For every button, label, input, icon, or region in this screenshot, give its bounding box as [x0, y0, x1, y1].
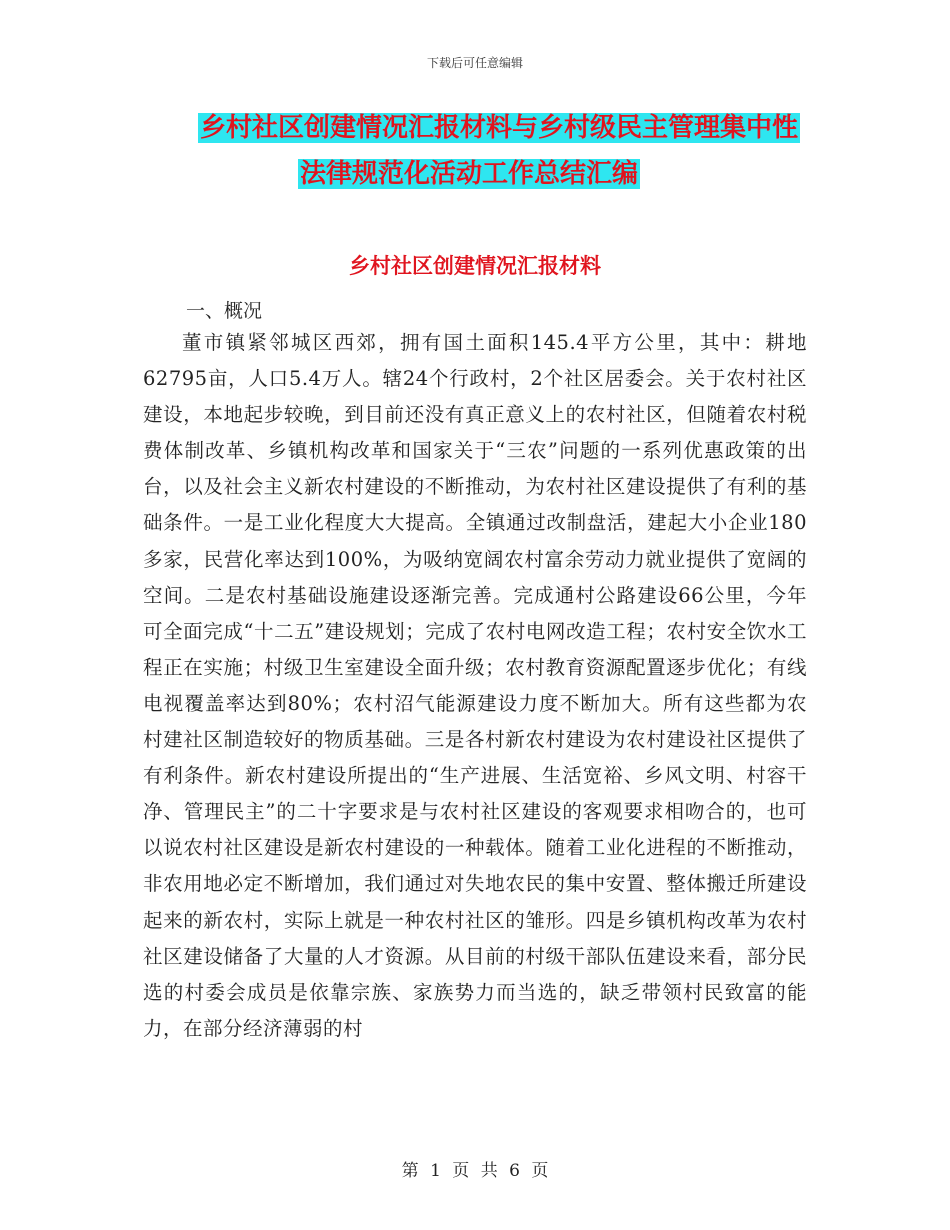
document-title-line-1-text: 乡村社区创建情况汇报材料与乡村级民主管理集中性 [199, 113, 798, 143]
document-title-line-2 [0, 156, 944, 192]
body-paragraph: 董市镇紧邻城区西郊，拥有国土面积145.4平方公里，其中：耕地62795亩，人口5.4万人。辖24个行政村，2个社区居委会。关于农村社区建设，本地起步较晚，到目前还没有真正意义上的农村社区，但随着农村税费体制改革、乡镇机构改革和国家关于“三农”问题的一系列优惠政策的出台，以及社会主义新农村建设的不断推动，为农村社区建设提供了有利的基础条件。一是工业化程度大大提高。全镇通过改制盘活，建起大小企业180多家，民营化率达到100%，为吸纳宽阔农村富余劳动力就业提供了宽阔的空间。二是农村基础设施建设逐渐完善。完成通村公路建设66公里，今年可全面完成“十二五”建设规划；完成了农村电网改造工程；农村安全饮水工程正在实施；村级卫生室建设全面升级；农村教育资源配置逐步优化；有线电视覆盖率达到80%；农村沼气能源建设力度不断加大。所有这些都为农村建社区制造较好的物质基础。三是各村新农村建设为农村建设社区提供了有利条件。新农村建设所提出的“生产进展、生活宽裕、乡风文明、村容干净、管理民主”的二十字要求是与农村社区建设的客观要求相吻合的，也可以说农村社区建设是新农村建设的一种载体。随着工业化进程的不断推动，非农用地必定不断增加，我们通过对失地农民的集中安置、整体搬迁所建设起来的新农村，实际上就是一种农村社区的雏形。四是乡镇机构改革为农村社区建设储备了大量的人才资源。从目前的村级干部队伍建设来看，部分民选的村委会成员是依靠宗族、家族势力而当选的，缺乏带领村民致富的能力，在部分经济薄弱的村 [143, 331, 807, 1040]
section-title: 乡村社区创建情况汇报材料 [349, 254, 601, 278]
header-note: 下载后可任意编辑 [426, 56, 523, 70]
document-title-line-1 [24, 110, 950, 146]
document-title-line-2-text: 法律规范化活动工作总结汇编 [299, 159, 638, 189]
page-number-footer: 第 1 页 共 6 页 [401, 1161, 549, 1181]
section-heading-overview: 一、概况 [186, 300, 263, 322]
